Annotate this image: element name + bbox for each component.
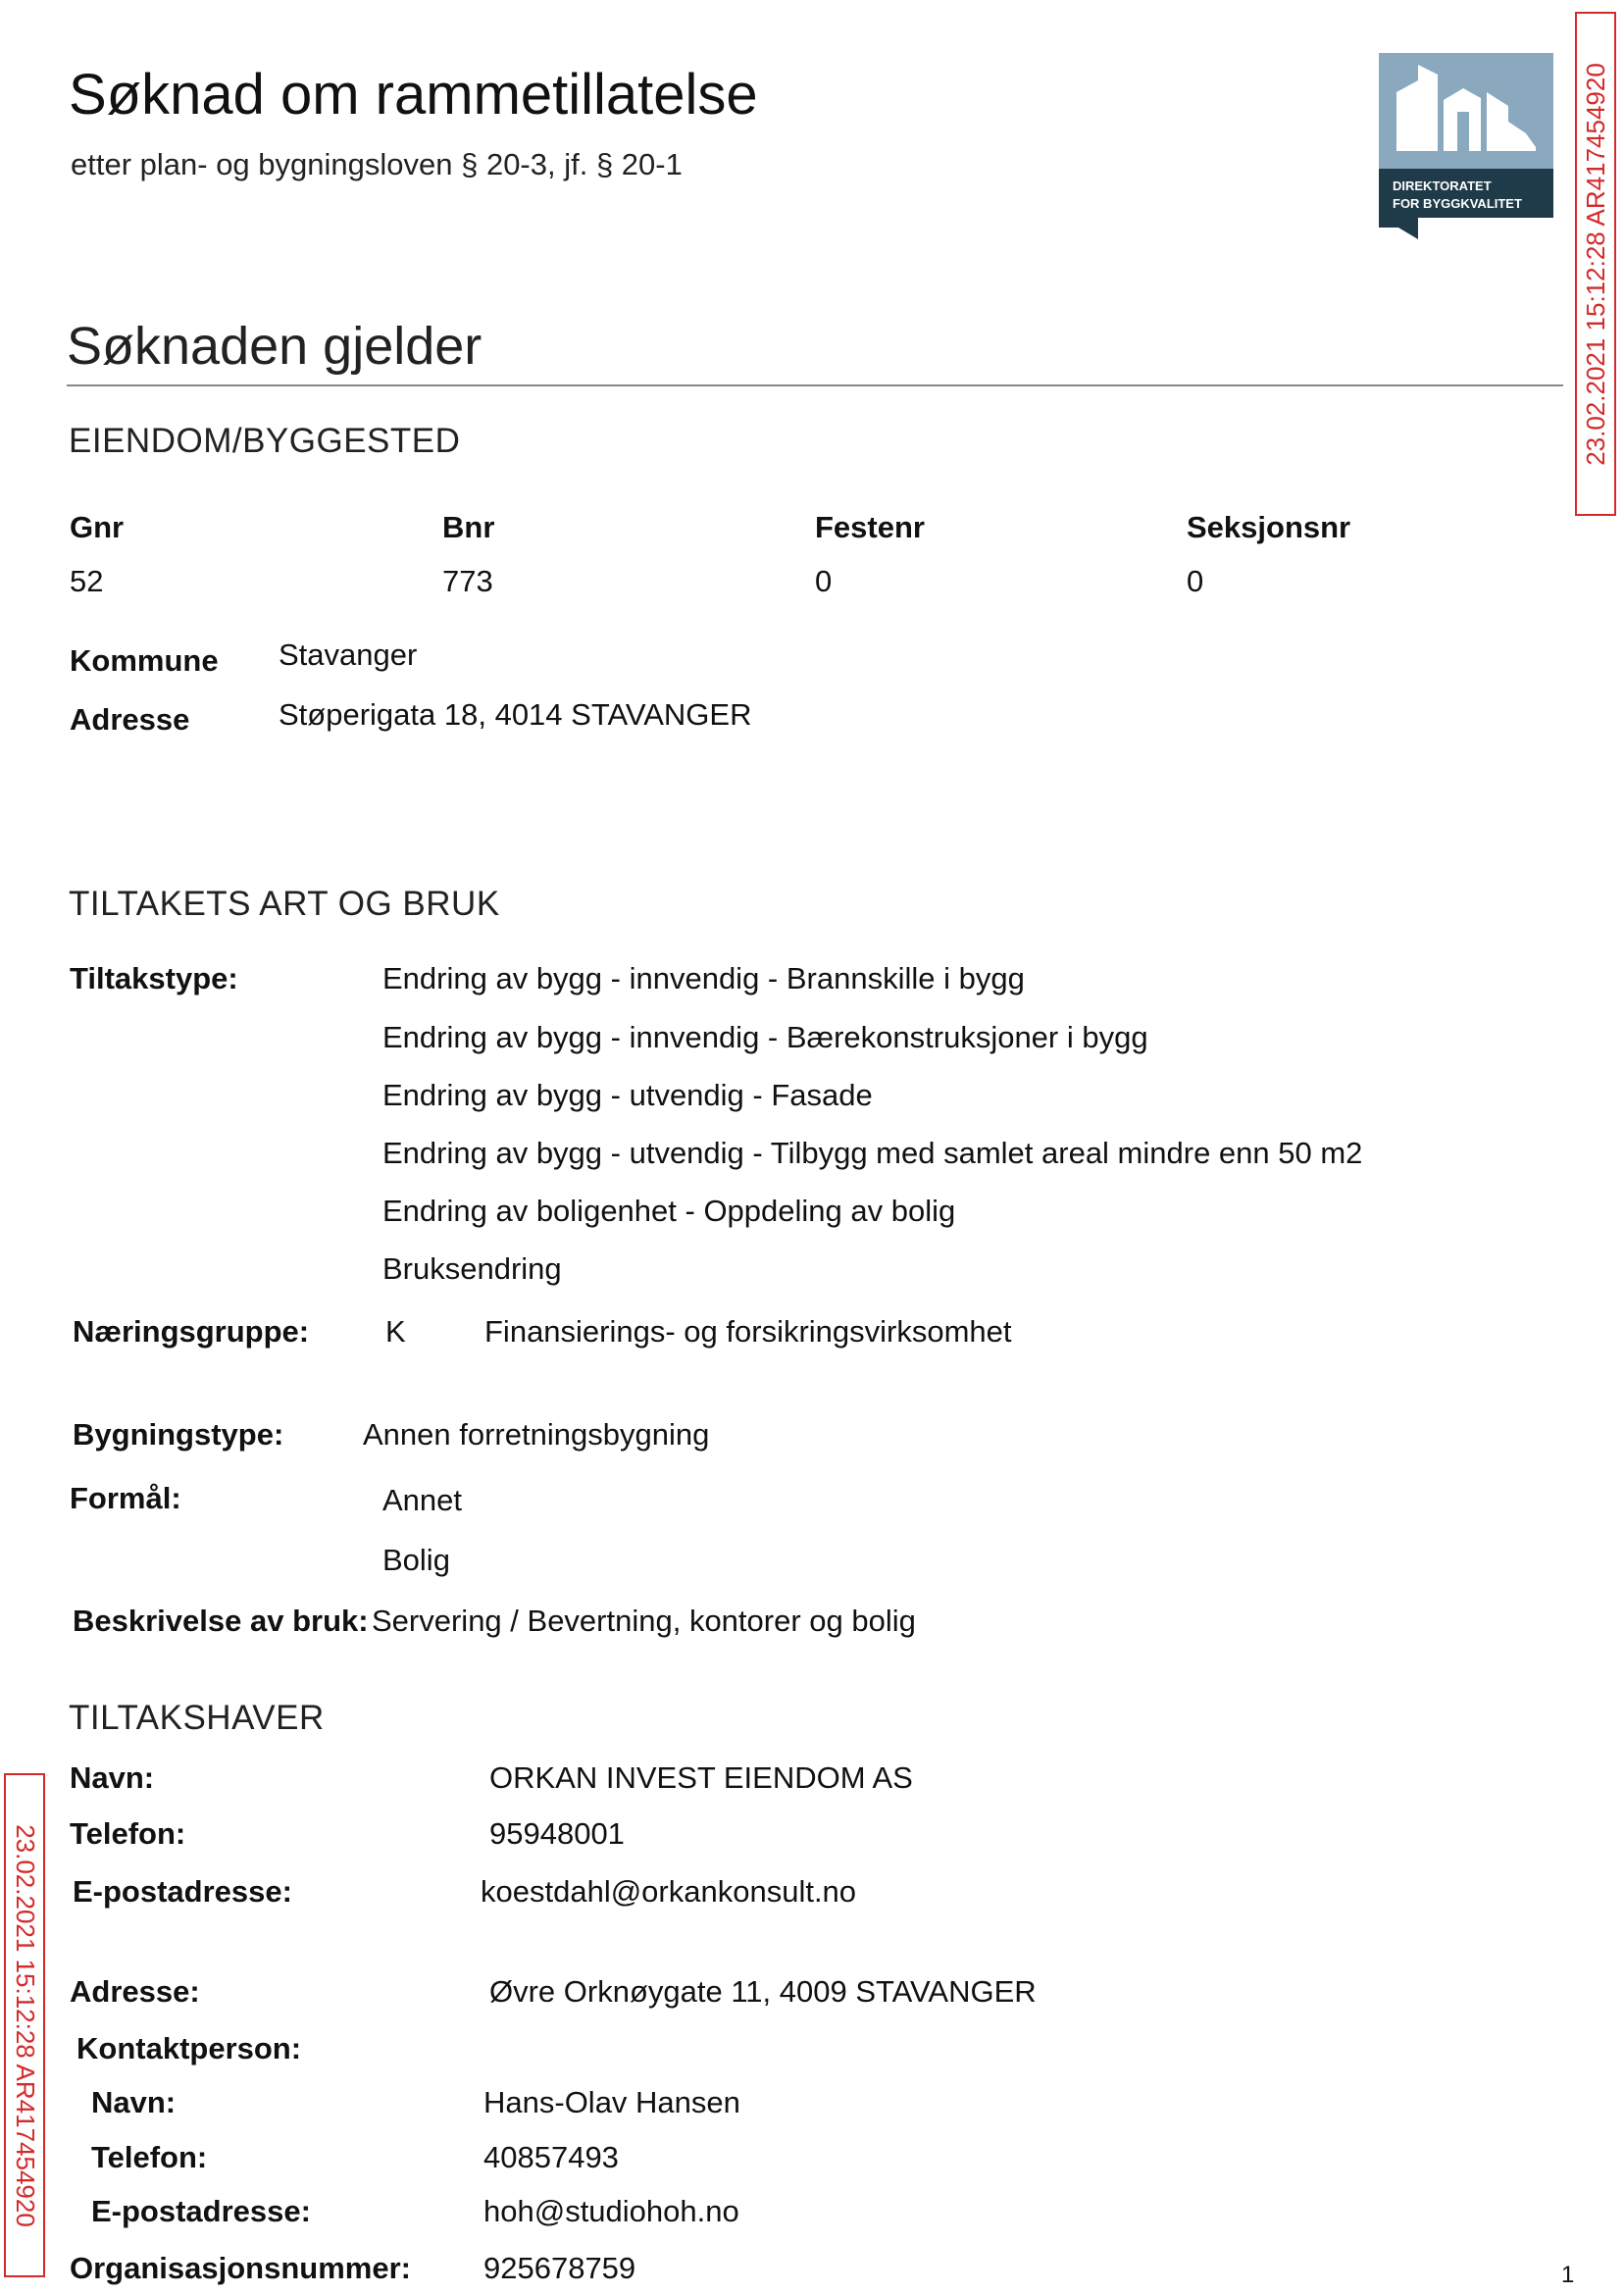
tiltakstype-label: Tiltakstype: (70, 961, 238, 995)
festenr-label: Festenr (815, 510, 925, 544)
tiltak-heading: TILTAKETS ART OG BRUK (69, 885, 500, 923)
logo-text-1: DIREKTORATET (1393, 178, 1492, 193)
kontakt-telefon-label: Telefon: (91, 2140, 208, 2174)
bygningstype-label: Bygningstype: (73, 1417, 284, 1452)
kontakt-navn-value: Hans-Olav Hansen (483, 2085, 740, 2119)
timestamp-stamp-left (4, 1773, 45, 2277)
orgnr-label: Organisasjonsnummer: (70, 2251, 411, 2285)
telefon-label: Telefon: (70, 1816, 186, 1851)
stamp-text-right: 23.02.2021 15:12:28 AR417454920 (1580, 62, 1610, 466)
gnr-value: 52 (70, 564, 104, 598)
document-subtitle: etter plan- og bygningsloven § 20-3, jf. § 20-1 (71, 147, 683, 181)
kontakt-epost-label: E-postadresse: (91, 2194, 311, 2228)
bnr-label: Bnr (442, 510, 495, 544)
section-divider (67, 384, 1563, 386)
naeringsgruppe-code: K (385, 1314, 406, 1349)
logo-text-2: FOR BYGGKVALITET (1393, 196, 1522, 211)
tiltakstype-item: Endring av boligenhet - Oppdeling av bolig (382, 1194, 956, 1228)
gnr-label: Gnr (70, 510, 125, 544)
navn-label: Navn: (70, 1760, 155, 1795)
beskrivelse-label: Beskrivelse av bruk: (73, 1604, 369, 1638)
formal-item: Bolig (382, 1543, 450, 1577)
epost-label: E-postadresse: (73, 1874, 292, 1909)
document-title: Søknad om rammetillatelse (69, 63, 758, 127)
kontakt-navn-label: Navn: (91, 2085, 177, 2119)
bnr-value: 773 (442, 564, 493, 598)
tiltakstype-item: Endring av bygg - innvendig - Brannskille i bygg (382, 961, 1025, 995)
naeringsgruppe-value: Finansierings- og forsikringsvirksomhet (484, 1314, 1012, 1349)
tiltakstype-item: Endring av bygg - utvendig - Fasade (382, 1078, 873, 1112)
eiendom-heading: EIENDOM/BYGGESTED (69, 422, 461, 460)
kommune-label: Kommune (70, 643, 219, 678)
adresse-value: Støperigata 18, 4014 STAVANGER (279, 697, 752, 732)
tiltakshaver-adresse-label: Adresse: (70, 1974, 200, 2009)
kommune-value: Stavanger (279, 637, 418, 672)
page-number: 1 (1561, 2262, 1575, 2288)
bygningstype-value: Annen forretningsbygning (363, 1417, 710, 1452)
kontakt-telefon-value: 40857493 (483, 2140, 619, 2174)
tiltakstype-item: Bruksendring (382, 1251, 562, 1286)
navn-value: ORKAN INVEST EIENDOM AS (489, 1760, 913, 1795)
tiltakstype-item: Endring av bygg - utvendig - Tilbygg med samlet areal mindre enn 50 m2 (382, 1136, 1363, 1170)
orgnr-value: 925678759 (483, 2251, 636, 2285)
dibk-logo (1379, 53, 1553, 239)
dibk-logo-icon (1379, 53, 1553, 239)
festenr-value: 0 (815, 564, 833, 598)
beskrivelse-value: Servering / Bevertning, kontorer og bolig (372, 1604, 916, 1638)
tiltakshaver-adresse-value: Øvre Orknøygate 11, 4009 STAVANGER (489, 1974, 1037, 2009)
naeringsgruppe-label: Næringsgruppe: (73, 1314, 310, 1349)
seksjonsnr-label: Seksjonsnr (1187, 510, 1351, 544)
formal-label: Formål: (70, 1481, 181, 1515)
stamp-text-left: 23.02.2021 15:12:28 AR417454920 (10, 1823, 40, 2227)
tiltakstype-item: Endring av bygg - innvendig - Bærekonstruksjoner i bygg (382, 1020, 1148, 1054)
kontaktperson-label: Kontaktperson: (76, 2031, 302, 2065)
telefon-value: 95948001 (489, 1816, 625, 1851)
epost-value: koestdahl@orkankonsult.no (481, 1874, 857, 1909)
adresse-label: Adresse (70, 702, 190, 737)
kontakt-epost-value: hoh@studiohoh.no (483, 2194, 739, 2228)
section-title: Søknaden gjelder (67, 317, 482, 376)
seksjonsnr-value: 0 (1187, 564, 1204, 598)
formal-item: Annet (382, 1483, 463, 1517)
tiltakshaver-heading: TILTAKSHAVER (69, 1699, 325, 1737)
timestamp-stamp-right (1575, 12, 1616, 516)
